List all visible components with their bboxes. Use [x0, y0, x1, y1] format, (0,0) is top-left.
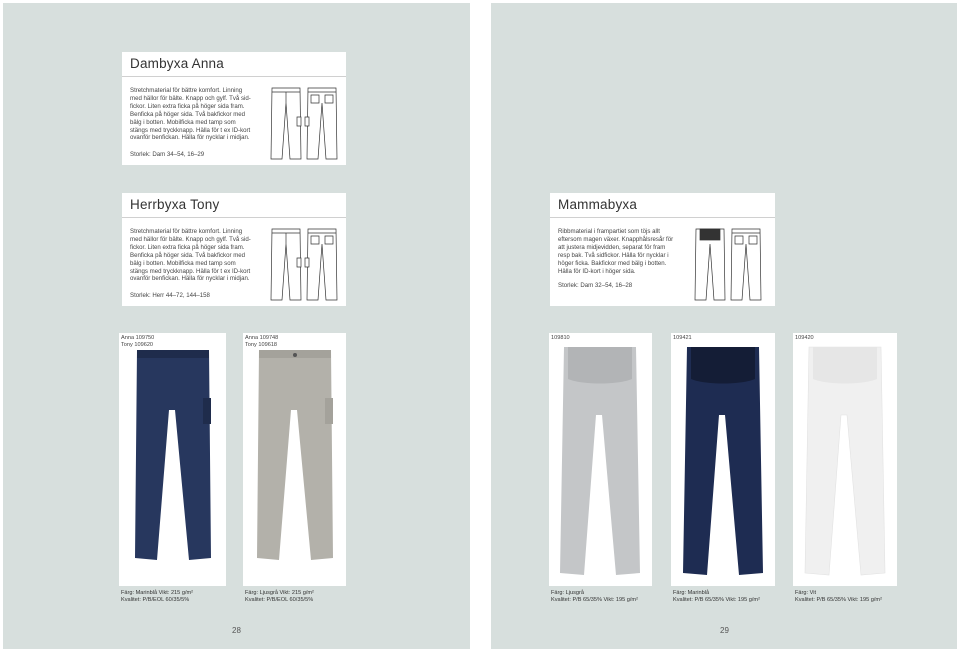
navy-maternity-pants-photo: [681, 345, 765, 577]
lightgrey-maternity-pants-photo: [558, 345, 642, 577]
white-maternity-pants-photo: [803, 345, 887, 577]
product-title: Herrbyxa Tony: [130, 197, 220, 212]
divider: [122, 76, 346, 77]
size-info: Storlek: Dam 32–54, 16–28: [558, 282, 633, 289]
navy-pants-photo: [131, 348, 215, 566]
page-number: 28: [232, 626, 241, 635]
product-photo-card-109810: [549, 333, 652, 586]
product-photo-card-109420: [793, 333, 897, 586]
product-title: Dambyxa Anna: [130, 56, 224, 71]
size-info: Storlek: Dam 34–54, 16–29: [130, 151, 205, 158]
product-description: Stretchmaterial för bättre komfort. Linning med hällor för bälte. Knapp och gylf. Två sid- fickor. Liten extra ficka på höger sida fram. Benficka på höger sida. Två bakfickor med bälg i botten. Mobilficka med tamp som stängs med tryckknapp. Hälla för t ex ID-kort ovanför benfickan. Hälla för nycklar i midjan.: [130, 228, 251, 283]
article-number: Anna 109748 Tony 109618: [245, 335, 279, 348]
photo-caption-109420: Färg: Vit Kvalitet: P/B 65/35% Vikt: 195 g/m²: [795, 590, 882, 603]
product-description: Ribbmaterial i frampartiet som töjs allt eftersom magen växer. Knapphålsresår för att justera midjevidden, separat för fram resp bak. Två sidfickor. Hälla för nycklar i höger ficka. Bakfickor med bälg i botten. Hälla för ID-kort i höger sida.: [558, 228, 674, 275]
product-photo-card-109421: [671, 333, 775, 586]
maternity-pants-technical-drawing: [694, 228, 764, 302]
photo-caption-109421: Färg: Marinblå Kvalitet: P/B 65/35% Vikt: 195 g/m²: [673, 590, 760, 603]
divider: [122, 217, 346, 218]
photo-caption-navy: Färg: Marinblå Vikt: 215 g/m² Kvalitet: P/B/EOL 60/35/5%: [121, 590, 194, 603]
product-card-dambyxa-anna: [122, 52, 346, 165]
product-card-herrbyxa-tony: [122, 193, 346, 306]
photo-caption-109810: Färg: Ljusgrå Kvalitet: P/B 65/35% Vikt: 195 g/m²: [551, 590, 638, 603]
article-number: 109421: [673, 335, 692, 341]
article-number: 109810: [551, 335, 570, 341]
left-page: [3, 3, 470, 649]
pants-technical-drawing: [270, 87, 340, 161]
pants-shape: [135, 350, 211, 560]
article-number: Anna 109750 Tony 109620: [121, 335, 155, 348]
divider: [550, 217, 775, 218]
product-photo-card-navy: [119, 333, 226, 586]
page-number: 29: [720, 626, 729, 635]
article-number: 109420: [795, 335, 814, 341]
product-photo-card-lightgrey: [243, 333, 346, 586]
photo-caption-lightgrey: Färg: Ljusgrå Vikt: 215 g/m² Kvalitet: P/B/EOL 60/35/5%: [245, 590, 314, 603]
product-card-mammabyxa: [550, 193, 775, 306]
right-page: [491, 3, 957, 649]
size-info: Storlek: Herr 44–72, 144–158: [130, 292, 210, 299]
product-description: Stretchmaterial för bättre komfort. Linning med hällor för bälte. Knapp och gylf. Två sid- fickor. Liten extra ficka på höger sida fram. Benficka på höger sida. Två bakfickor med bälg i botten. Mobilficka med tamp som stängs med tryckknapp. Hälla för t ex ID-kort ovanför benfickan. Hälla för nycklar i midjan.: [130, 87, 251, 142]
pants-shape: [257, 350, 333, 560]
pants-technical-drawing: [270, 228, 340, 302]
product-title: Mammabyxa: [558, 197, 638, 212]
lightgrey-pants-photo: [253, 348, 337, 566]
